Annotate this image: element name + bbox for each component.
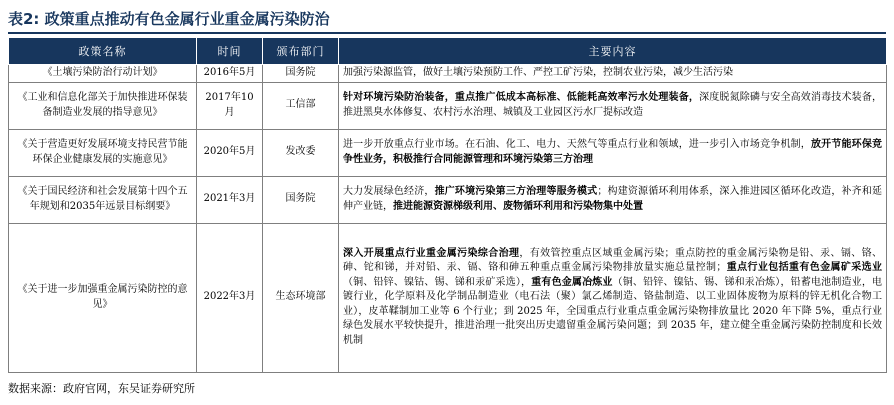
department-cell: 国务院: [263, 65, 339, 83]
content-text-bold: 深入开展重点行业重金属污染综合治理: [343, 247, 520, 259]
policy-name-cell: 《工业和信息化部关于加快推进环保装备制造业发展的指导意见》: [9, 82, 197, 129]
date-cell: 2017年10月: [197, 82, 263, 129]
content-cell: [339, 223, 887, 372]
content-text-bold: 推广环境污染第三方治理等服务模式: [434, 186, 598, 197]
table-row: [9, 176, 887, 223]
date-cell: 2022年3月: [197, 223, 263, 372]
policy-name-cell: 《关于营造更好发展环境支持民营节能环保企业健康发展的实施意见》: [9, 129, 197, 176]
date-cell: 2021年3月: [197, 176, 263, 223]
table-row: [9, 65, 887, 83]
content-cell: [339, 82, 887, 129]
content-text: 加强污染源监管，做好土壤污染预防工作、严控工矿污染，控制农业污染，减少生活污染: [343, 67, 733, 78]
content-text: 深度脱氮除磷与安全高效消毒技术装备，推进黑臭水体修复、农村污水治理、城镇及工业园区污水厂提标改造: [343, 92, 883, 118]
policy-name-cell: 《关于国民经济和社会发展第十四个五年规划和2035年远景目标纲要》: [9, 176, 197, 223]
department-cell: 生态环境部: [263, 223, 339, 372]
header-policy-name: 政策名称: [9, 38, 197, 65]
content-cell: [339, 65, 887, 83]
content-text: 进一步开放重点行业市场。在石油、化工、电力、天然气等重点行业和领域，进一步引入市场竞争机制，: [343, 139, 811, 150]
content-text: ，有效管控重点区域重金属污染；重点防控的重金属污染物是铅、汞、镉、铬、砷、铊和锑，并对铅、汞、镉、铬和砷五种重点重金属污染物排放量实施总量控制；: [343, 247, 883, 274]
header-department: 颁布部门: [263, 38, 339, 65]
table-row: [9, 82, 887, 129]
department-cell: 发改委: [263, 129, 339, 176]
content-text-bold: 放开节能环保竞争性业务，积极推行合同能源管理和环境污染第三方治理: [343, 139, 883, 165]
date-cell: 2020年5月: [197, 129, 263, 176]
content-text-bold: 针对环境污染防治装备，重点推广低成本高标准、低能耗高效率污水处理装备，: [343, 92, 700, 103]
policy-name-cell: 《土壤污染防治行动计划》: [9, 65, 197, 83]
header-row: [9, 38, 887, 65]
policy-name-cell: 《关于进一步加强重金属污染防控的意见》: [9, 223, 197, 372]
content-text: （铜、铅锌、镍钴、锡、锑和汞冶炼），铅蓄电池制造业，电镀行业，化学原料及化学制品制造业（电石法（聚）氯乙烯制造、铬盐制造、以工业固体废物为原料的锌无机化合物工业），皮革鞣制加工业等 6 个行业；到 2025 年，全国重点行业重点重金属污染物排放量比 2020 年下降 5%，重点行业绿色发展水平较快提升，推进治理一批突出历史遗留重金属污染问题；到 2035 年，建立健全重金属污染防控制度和长效机制: [343, 276, 883, 346]
department-cell: 工信部: [263, 82, 339, 129]
department-cell: 国务院: [263, 176, 339, 223]
header-content: 主要内容: [339, 38, 887, 65]
content-text: 大力发展绿色经济，: [343, 186, 435, 197]
date-cell: 2016年5月: [197, 65, 263, 83]
content-text-bold: 推进能源资源梯级利用、废物循环利用和污染物集中处置: [393, 200, 643, 212]
content-text: ；构建资源循环利用体系，深入推进园区循环化改造，补齐和延伸产业链，: [343, 186, 883, 212]
data-source-note: 数据来源：政府官网，东吴证券研究所: [8, 382, 195, 395]
header-date: 时间: [197, 38, 263, 65]
table-row: [9, 129, 887, 176]
table-row: [9, 223, 887, 372]
content-cell: [339, 129, 887, 176]
content-text-bold: 重有色金属冶炼业: [531, 276, 613, 288]
content-cell: [339, 176, 887, 223]
title-rule: [8, 32, 886, 34]
policy-table: [8, 37, 887, 373]
content-text: （铜、铅锌、镍钴、锡、锑和汞矿采选），: [343, 276, 532, 288]
table-title: 表2: 政策重点推动有色金属行业重金属污染防治: [8, 10, 330, 28]
content-text-bold: 重点行业包括重有色金属矿采选业: [726, 262, 883, 274]
